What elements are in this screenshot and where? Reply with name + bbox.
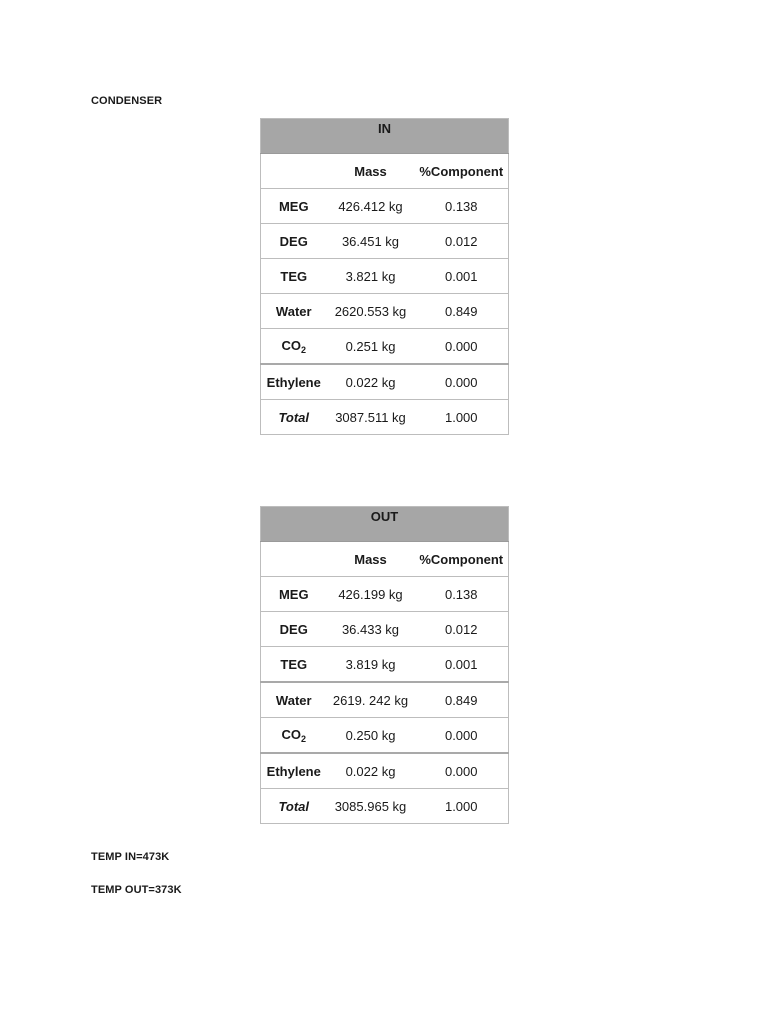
header-blank: [261, 542, 327, 577]
row-component: 0.012: [415, 224, 509, 259]
table-row: [261, 189, 509, 224]
row-mass: 0.250 kg: [327, 718, 415, 754]
row-component: 0.849: [415, 682, 509, 718]
row-mass: 3085.965 kg: [327, 789, 415, 824]
row-label: TEG: [261, 647, 327, 683]
table-row-total: [261, 789, 509, 824]
co2-subscript: 2: [300, 733, 306, 744]
header-component: %Component: [415, 542, 509, 577]
row-label: [261, 718, 327, 754]
table-row: [261, 682, 509, 718]
header-blank: [261, 154, 327, 189]
row-label: Water: [261, 682, 327, 718]
row-component: 1.000: [415, 789, 509, 824]
table-row: [261, 364, 509, 400]
row-label: [261, 329, 327, 365]
row-mass: 36.451 kg: [327, 224, 415, 259]
row-label: Ethylene: [261, 364, 327, 400]
table-row: [261, 718, 509, 754]
row-label: MEG: [261, 577, 327, 612]
table-row: [261, 577, 509, 612]
row-mass: 3.821 kg: [327, 259, 415, 294]
temp-in-label: TEMP IN=473K: [91, 851, 170, 863]
row-component: 0.001: [415, 647, 509, 683]
row-mass: 0.251 kg: [327, 329, 415, 365]
row-component: 0.000: [415, 718, 509, 754]
row-component: 1.000: [415, 400, 509, 435]
row-label: MEG: [261, 189, 327, 224]
row-label: Total: [261, 400, 327, 435]
row-component: 0.000: [415, 364, 509, 400]
header-mass: Mass: [327, 154, 415, 189]
row-component: 0.849: [415, 294, 509, 329]
out-stream-table: [260, 506, 509, 824]
in-stream-table: [260, 118, 509, 435]
row-mass: 36.433 kg: [327, 612, 415, 647]
row-mass: 426.199 kg: [327, 577, 415, 612]
row-label: Ethylene: [261, 753, 327, 789]
row-mass: 0.022 kg: [327, 753, 415, 789]
co2-label: CO: [281, 726, 301, 742]
row-label: Total: [261, 789, 327, 824]
row-component: 0.000: [415, 753, 509, 789]
row-mass: 2620.553 kg: [327, 294, 415, 329]
row-label: DEG: [261, 224, 327, 259]
co2-subscript: 2: [300, 344, 306, 355]
row-mass: 3087.511 kg: [327, 400, 415, 435]
row-mass: 426.412 kg: [327, 189, 415, 224]
table-row: [261, 329, 509, 365]
table-row: [261, 259, 509, 294]
page-title: CONDENSER: [91, 95, 163, 107]
row-mass: 2619. 242 kg: [327, 682, 415, 718]
row-mass: 3.819 kg: [327, 647, 415, 683]
table-row: [261, 647, 509, 683]
row-component: 0.012: [415, 612, 509, 647]
table-title: IN: [261, 119, 509, 154]
row-component: 0.000: [415, 329, 509, 365]
row-component: 0.138: [415, 189, 509, 224]
row-label: Water: [261, 294, 327, 329]
table-row: [261, 612, 509, 647]
temp-out-label: TEMP OUT=373K: [91, 884, 182, 896]
row-component: 0.138: [415, 577, 509, 612]
row-label: DEG: [261, 612, 327, 647]
header-component: %Component: [415, 154, 509, 189]
header-mass: Mass: [327, 542, 415, 577]
row-component: 0.001: [415, 259, 509, 294]
table-row: [261, 224, 509, 259]
row-mass: 0.022 kg: [327, 364, 415, 400]
table-row: [261, 294, 509, 329]
table-row: [261, 753, 509, 789]
row-label: TEG: [261, 259, 327, 294]
co2-label: CO: [281, 337, 301, 353]
table-title: OUT: [261, 507, 509, 542]
table-row-total: [261, 400, 509, 435]
